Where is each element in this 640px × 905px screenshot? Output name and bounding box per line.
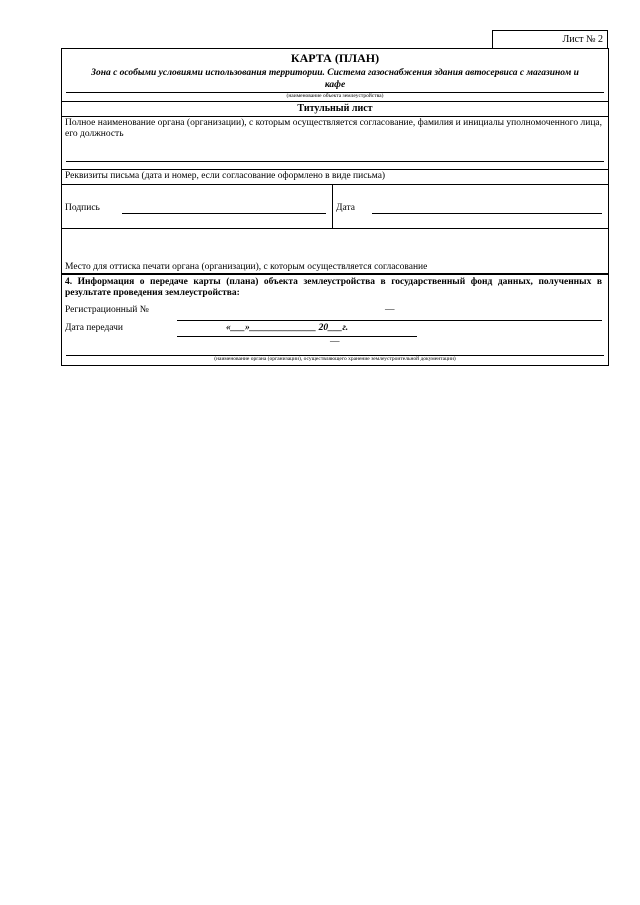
reg-number-line[interactable] [177, 320, 602, 321]
title-sheet-heading: Титульный лист [297, 103, 373, 114]
object-name: Зона с особыми условиями использования территории. Система газоснабжения здания автосервиса с магазином и кафе [91, 68, 579, 90]
date-label: Дата [336, 203, 355, 213]
letter-details-label: Реквизиты письма (дата и номер, если согласование оформлено в виде письма) [65, 171, 386, 181]
transfer-date-label: Дата передачи [65, 323, 123, 333]
date-line[interactable] [372, 213, 602, 214]
organ-label: Полное наименование органа (организации), с которым осуществляется согласование, фамилия и инициалы уполномоченного лица, его должность [65, 118, 602, 139]
transfer-date-line [177, 336, 417, 337]
form-frame [61, 48, 609, 366]
organ-input-line[interactable] [66, 161, 604, 162]
reg-number-label: Регистрационный № [65, 305, 149, 315]
storage-organ-caption: (наименование органа (организации), осуществляющего хранение землеустроительной документации) [214, 356, 456, 362]
object-caption: (наименование объекта землеустройства) [286, 93, 384, 99]
reg-number-value: — [385, 305, 395, 315]
sheet-number: Лист № 2 [492, 30, 608, 48]
signature-line[interactable] [122, 213, 326, 214]
stamp-label: Место для оттиска печати органа (организации), с которым осуществляется согласование [65, 262, 428, 272]
map-title: КАРТА (ПЛАН) [290, 51, 380, 65]
transfer-dash: — [330, 337, 340, 347]
transfer-date-value[interactable]: «___»______________ 20___г. [226, 323, 349, 333]
transfer-heading: 4. Информация о передаче карты (плана) объекта землеустройства в государственный фонд данных, полученных в результате проведения землеустройства: [65, 277, 602, 298]
signature-label: Подпись [65, 203, 100, 213]
